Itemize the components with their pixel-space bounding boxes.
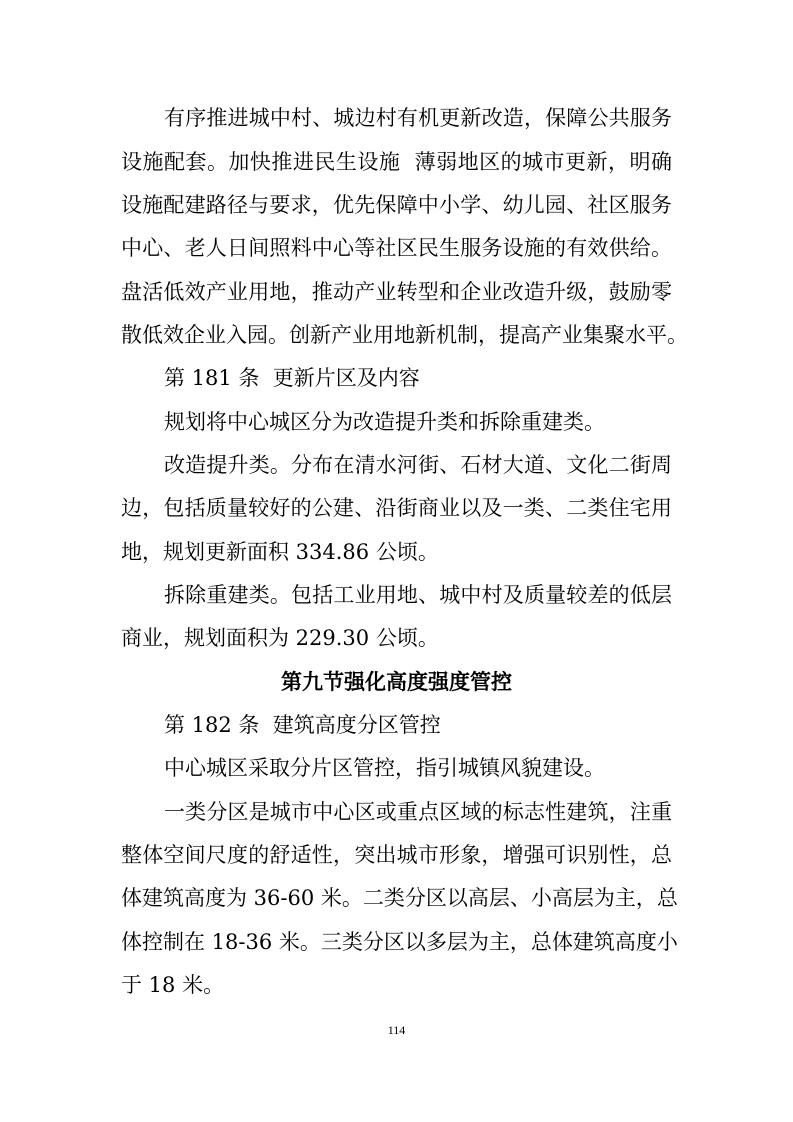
paragraph-line-10: 边，包括质量较好的公建、沿街商业以及一类、二类住宅用 xyxy=(121,496,672,520)
paragraph-line-6: 散低效企业入园。创新产业用地新机制，提高产业集聚水平。 xyxy=(121,323,688,347)
page-number: 114 xyxy=(387,1023,406,1037)
paragraph-line-20: 体控制在 18-36 米。三类分区以多层为主，总体建筑高度小 xyxy=(121,930,678,954)
paragraph-line-17: 一类分区是城市中心区或重点区域的标志性建筑，注重 xyxy=(164,800,672,824)
paragraph-line-3: 设施配建路径与要求，优先保障中小学、幼儿园、社区服务 xyxy=(121,193,672,217)
section-heading: 第九节强化高度强度管控 xyxy=(281,670,512,694)
paragraph-line-4: 中心、老人日间照料中心等社区民生服务设施的有效供给。 xyxy=(121,236,672,260)
paragraph-line-5: 盘活低效产业用地，推动产业转型和企业改造升级，鼓励零 xyxy=(121,280,672,304)
paragraph-line-16: 中心城区采取分片区管控，指引城镇风貌建设。 xyxy=(164,756,605,780)
paragraph-line-1: 有序推进城中村、城边村有机更新改造，保障公共服务 xyxy=(164,106,672,130)
paragraph-line-19: 体建筑高度为 36-60 米。二类分区以高层、小高层为主，总 xyxy=(121,886,678,910)
paragraph-line-2: 设施配套。加快推进民生设施 薄弱地区的城市更新，明确 xyxy=(121,150,672,174)
paragraph-line-9: 改造提升类。分布在清水河街、石材大道、文化二街周 xyxy=(164,453,672,477)
article-181-heading: 第 181 条 更新片区及内容 xyxy=(164,366,420,390)
paragraph-line-12: 拆除重建类。包括工业用地、城中村及质量较差的低层 xyxy=(164,583,672,607)
paragraph-line-13: 商业，规划面积为 229.30 公顷。 xyxy=(121,626,439,650)
paragraph-line-21: 于 18 米。 xyxy=(121,973,225,997)
paragraph-line-11: 地，规划更新面积 334.86 公顷。 xyxy=(121,540,439,564)
paragraph-line-18: 整体空间尺度的舒适性，突出城市形象，增强可识别性，总 xyxy=(121,843,672,867)
paragraph-line-8: 规划将中心城区分为改造提升类和拆除重建类。 xyxy=(164,410,605,434)
article-182-heading: 第 182 条 建筑高度分区管控 xyxy=(164,713,441,737)
